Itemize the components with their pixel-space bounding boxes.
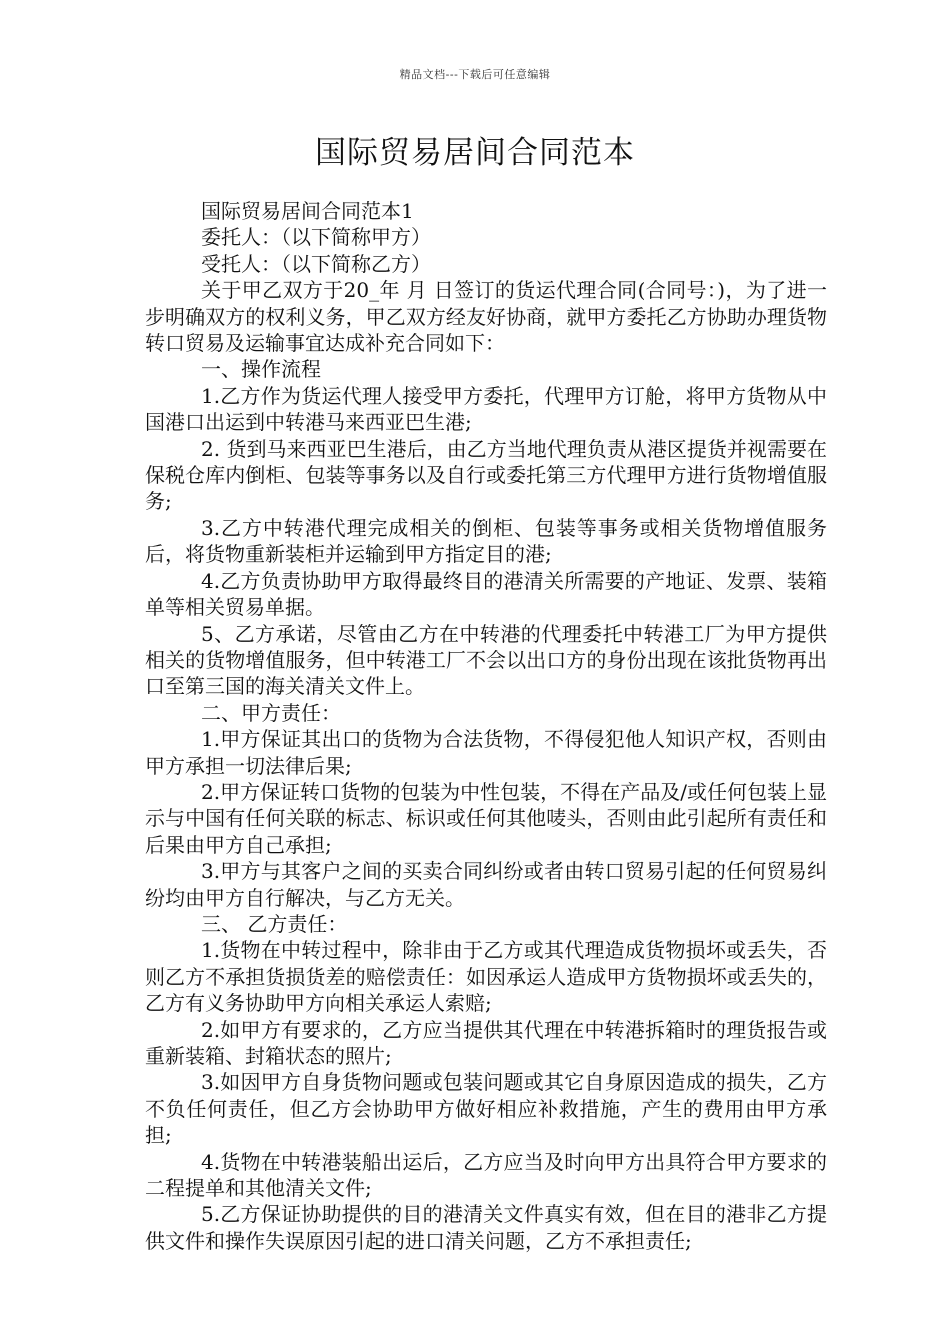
paragraph: 2.如甲方有要求的，乙方应当提供其代理在中转港拆箱时的理货报告或重新装箱、封箱状态的照片; [145,1017,827,1068]
paragraph: 关于甲乙双方于20_年 月 日签订的货运代理合同(合同号：)，为了进一步明确双方的权利义务，甲乙双方经友好协商，就甲方委托乙方协助办理货物转口贸易及运输事宜达成补充合同如下： [145,278,827,356]
paragraph: 4.乙方负责协助甲方取得最终目的港清关所需要的产地证、发票、装箱单等相关贸易单据。 [145,568,827,620]
section-heading: 二、甲方责任： [201,700,341,725]
paragraph: 1.乙方作为货运代理人接受甲方委托，代理甲方订舱，将甲方货物从中国港口出运到中转港马来西亚巴生港; [145,383,827,435]
paragraph: 2.甲方保证转口货物的包装为中性包装，不得在产品及/或任何包装上显示与中国有任何关联的标志、标识或任何其他唛头，否则由此引起所有责任和后果由甲方自己承担; [145,779,827,857]
paragraph: 3.乙方中转港代理完成相关的倒柜、包装等事务或相关货物增值服务后，将货物重新装柜并运输到甲方指定目的港; [145,515,827,567]
paragraph: 3.如因甲方自身货物问题或包装问题或其它自身原因造成的损失，乙方不负任何责任，但乙方会协助甲方做好相应补救措施，产生的费用由甲方承担; [145,1070,827,1148]
document-body [145,198,827,1254]
section-heading: 一、操作流程 [201,357,321,382]
paragraph: 国际贸易居间合同范本1 [201,199,414,223]
paragraph: 5、乙方承诺，尽管由乙方在中转港的代理委托中转港工厂为甲方提供相关的货物增值服务，但中转港工厂不会以出口方的身份出现在该批货物再出口至第三国的海关清关文件上。 [145,621,827,699]
paragraph: 4.货物在中转港装船出运后，乙方应当及时向甲方出具符合甲方要求的二程提单和其他清关文件; [145,1149,827,1201]
paragraph: 受托人：（以下简称乙方） [201,251,431,276]
paragraph: 1.货物在中转过程中，除非由于乙方或其代理造成货物损坏或丢失，否则乙方不承担货损货差的赔偿责任：如因承运人造成甲方货物损坏或丢失的，乙方有义务协助甲方向相关承运人索赔; [145,938,827,1016]
document-title: 国际贸易居间合同范本 [315,135,635,171]
paragraph: 3.甲方与其客户之间的买卖合同纠纷或者由转口贸易引起的任何贸易纠纷均由甲方自行解决，与乙方无关。 [145,859,827,910]
paragraph: 1.甲方保证其出口的货物为合法货物，不得侵犯他人知识产权，否则由甲方承担一切法律后果; [145,727,827,778]
paragraph: 5.乙方保证协助提供的目的港清关文件真实有效，但在目的港非乙方提供文件和操作失误原因引起的进口清关问题，乙方不承担责任; [145,1202,827,1253]
paragraph: 2. 货到马来西亚巴生港后，由乙方当地代理负责从港区提货并视需要在保税仓库内倒柜、包装等事务以及自行或委托第三方代理甲方进行货物增值服务; [145,436,827,514]
header-note: 精品文档---下载后可任意编辑 [399,68,551,81]
paragraph: 委托人：（以下简称甲方） [201,225,431,250]
section-heading: 三、 乙方责任： [201,911,348,936]
